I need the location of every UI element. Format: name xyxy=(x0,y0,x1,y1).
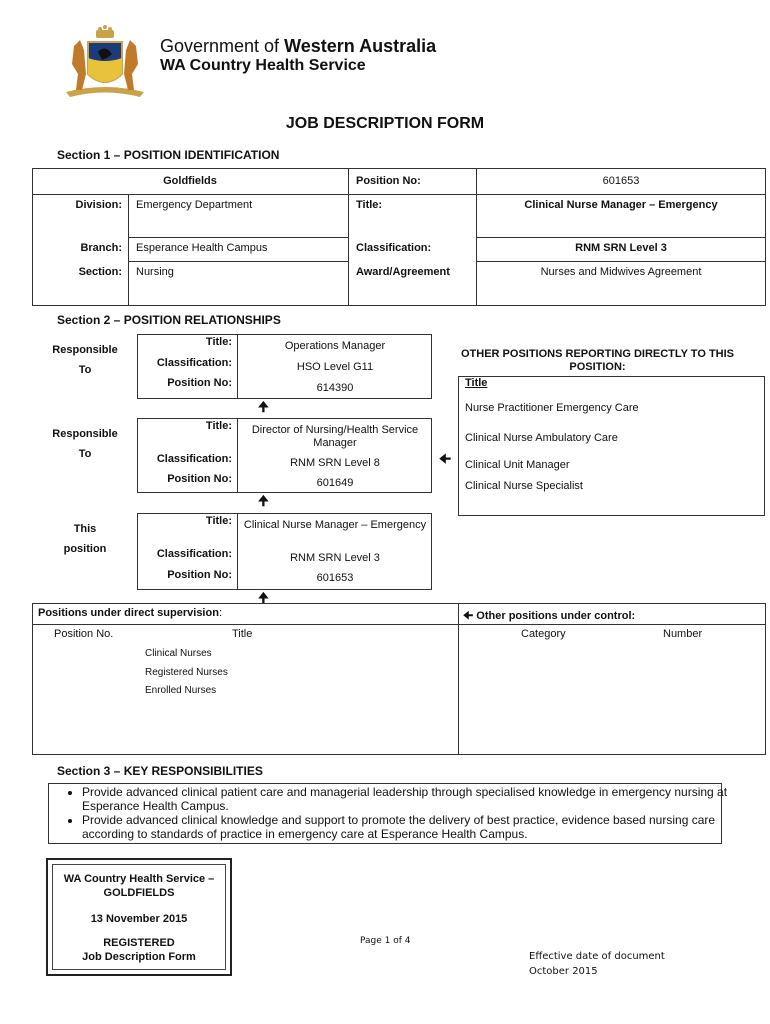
up-arrow-icon: 🠉 xyxy=(258,493,269,508)
up-arrow-icon: 🠉 xyxy=(258,399,269,414)
division-label: Division: xyxy=(75,199,122,211)
stamp-text: WA Country Health Service – GOLDFIELDS 13 November 2015 REGISTERED Job Description Form xyxy=(63,873,215,963)
other-position-item: Clinical Nurse Specialist xyxy=(465,480,583,492)
page-number: Page 1 of 4 xyxy=(360,936,411,946)
wa-crest-logo xyxy=(56,24,154,98)
service-title: WA Country Health Service xyxy=(160,57,366,74)
box2-classification: RNM SRN Level 8 xyxy=(290,457,380,469)
responsible-label-1: Responsible To xyxy=(52,344,118,376)
box3-title-label: Title: xyxy=(205,515,232,527)
region-name: Goldfields xyxy=(163,175,217,187)
branch-value: Esperance Health Campus xyxy=(136,242,268,254)
responsibility-item: • Provide advanced clinical patient care and managerial leadership through specialised knowledge in emergency nursing at Esperance Health Campus. xyxy=(82,785,732,813)
other-position-item: Clinical Nurse Ambulatory Care xyxy=(465,432,618,444)
supervised-item: Enrolled Nurses xyxy=(145,685,217,696)
classification-value: RNM SRN Level 3 xyxy=(575,242,667,254)
box2-class-label: Classification: xyxy=(156,453,232,465)
supervised-item: Clinical Nurses xyxy=(145,648,212,659)
government-title xyxy=(160,36,436,56)
responsibility-item: • Provide advanced clinical knowledge and support to promote the delivery of best practice, evidence based nursing care according to standards of practice in emergency care at Esperance Health Campus. xyxy=(82,813,732,841)
other-control-label: 🠈 Other positions under control: xyxy=(463,610,636,622)
box1-title-label: Title: xyxy=(205,336,232,348)
responsibilities-list xyxy=(52,785,732,841)
col-number: Number xyxy=(663,628,703,640)
other-position-item: Nurse Practitioner Emergency Care xyxy=(465,402,639,414)
title-label: Title: xyxy=(356,199,383,211)
box3-posno-label: Position No: xyxy=(167,569,232,581)
division-value: Emergency Department xyxy=(136,199,253,211)
box3-classification: RNM SRN Level 3 xyxy=(290,552,380,564)
left-arrow-icon: 🠈 xyxy=(463,610,474,622)
box2-title-label: Title: xyxy=(205,420,232,432)
this-position-label: This position xyxy=(63,523,107,555)
gov-state: Western Australia xyxy=(284,36,437,56)
section-value: Nursing xyxy=(136,266,174,278)
box2-posno-label: Position No: xyxy=(167,473,232,485)
section3-heading: Section 3 – KEY RESPONSIBILITIES xyxy=(57,764,263,778)
box1-posno-label: Position No: xyxy=(167,377,232,389)
title-value: Clinical Nurse Manager – Emergency xyxy=(524,199,718,211)
col-position-no: Position No. xyxy=(54,628,114,640)
supervised-item: Registered Nurses xyxy=(145,667,228,678)
responsible-label-2: Responsible To xyxy=(52,428,118,460)
effective-date-value: October 2015 xyxy=(529,966,598,977)
box2-title: Director of Nursing/Health Service Manager xyxy=(251,424,419,449)
section2-heading: Section 2 – POSITION RELATIONSHIPS xyxy=(57,313,281,327)
box1-classification: HSO Level G11 xyxy=(296,361,374,373)
award-value: Nurses and Midwives Agreement xyxy=(540,266,702,278)
other-positions-box xyxy=(458,376,765,516)
branch-label: Branch: xyxy=(80,242,122,254)
section1-heading: Section 1 – POSITION IDENTIFICATION xyxy=(57,148,280,162)
box3-position-no: 601653 xyxy=(316,572,354,584)
position-no-value: 601653 xyxy=(602,175,640,187)
left-arrow-icon: 🠈 xyxy=(439,451,452,466)
other-positions-heading: OTHER POSITIONS REPORTING DIRECTLY TO THIS POSITION: xyxy=(461,348,734,373)
section-label: Section: xyxy=(78,266,122,278)
gov-prefix: Government of xyxy=(160,36,285,56)
position-no-label: Position No: xyxy=(356,175,421,187)
box3-class-label: Classification: xyxy=(156,548,232,560)
other-title-col: Title xyxy=(465,377,488,389)
box3-title: Clinical Nurse Manager – Emergency xyxy=(243,519,427,531)
other-position-item: Clinical Unit Manager xyxy=(465,459,570,471)
col-title: Title xyxy=(232,628,253,640)
classification-label: Classification: xyxy=(356,242,432,254)
box1-title: Operations Manager xyxy=(284,340,386,352)
under-supervision-label: Positions under direct supervision: xyxy=(38,607,222,619)
award-label: Award/Agreement xyxy=(356,266,450,278)
effective-date-label: Effective date of document xyxy=(529,951,665,962)
up-arrow-icon: 🠉 xyxy=(258,590,269,605)
page-title: JOB DESCRIPTION FORM xyxy=(285,115,485,132)
supervision-table xyxy=(32,603,766,755)
box1-class-label: Classification: xyxy=(156,357,232,369)
box1-position-no: 614390 xyxy=(316,382,354,394)
box2-position-no: 601649 xyxy=(316,477,354,489)
col-category: Category xyxy=(521,628,566,640)
